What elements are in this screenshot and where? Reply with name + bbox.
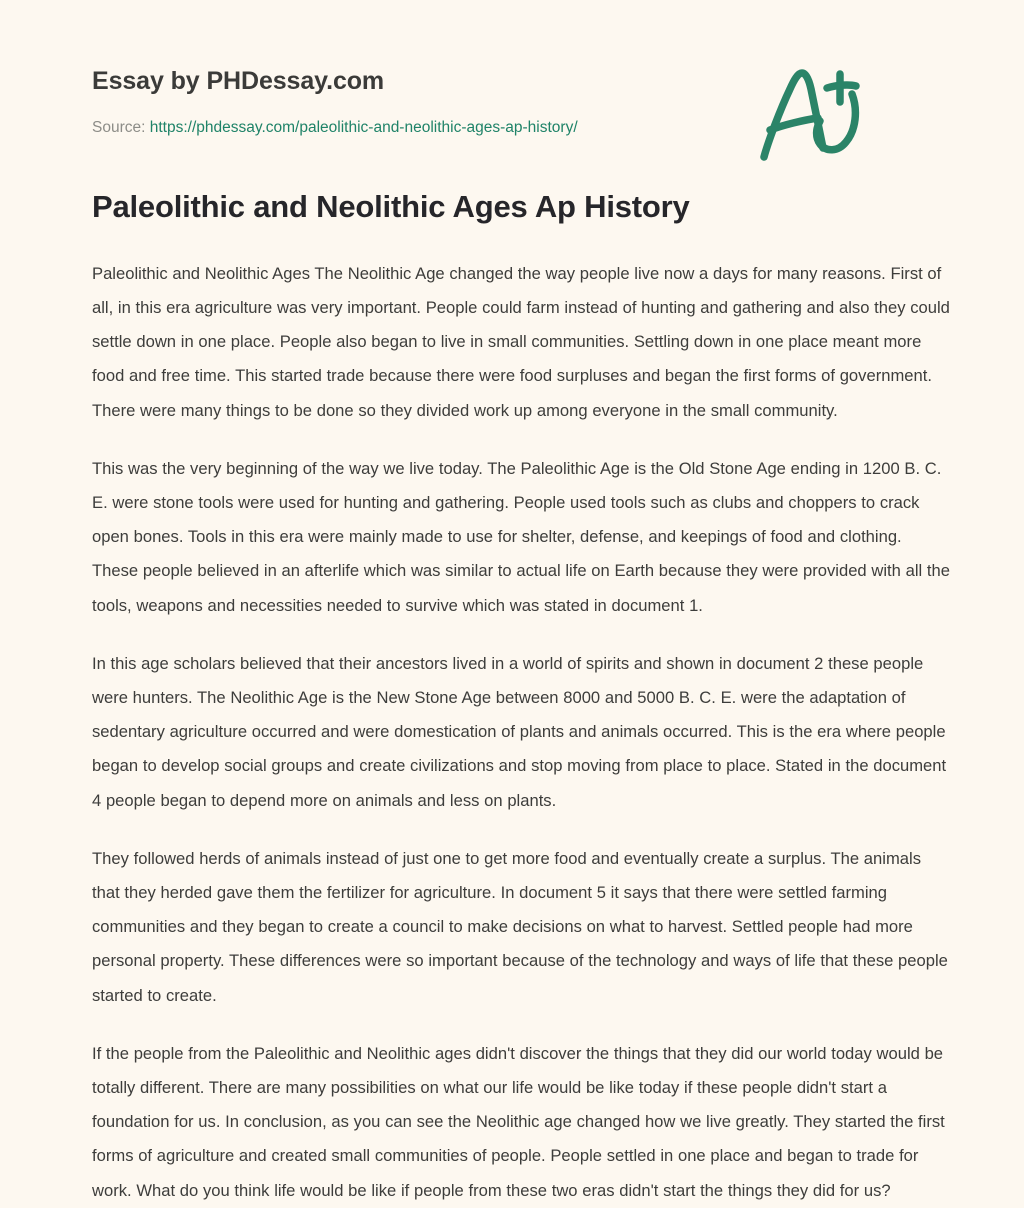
essay-paragraph: If the people from the Paleolithic and Neolithic ages didn't discover the things that they did our world today would be totally different. There are many possibilities on what our life would be like today if these people didn't start a foundation for us. In conclusion, as you can see the Neolithic age changed how we live greatly. They started the first forms of agriculture and created small communities of people. People settled in one place and began to trade for work. What do you think life would be like if people from these two eras didn't start the things they did for us? xyxy=(92,1043,945,1200)
brand-title: Essay by PHDessay.com xyxy=(92,67,385,95)
essay-paragraph: This was the very beginning of the way we live today. The Paleolithic Age is the Old Stone Age ending in 1200 B. C. E. were stone tools were used for hunting and gathering. People used tools such as clubs and choppers to crack open bones. Tools in this era were mainly made to use for shelter, defense, and keepings of food and clothing. These people believed in an afterlife which was similar to actual life on Earth because they were provided with all the tools, weapons and necessities needed to survive which was stated in document 1. xyxy=(92,458,950,615)
page-title: Paleolithic and Neolithic Ages Ap History xyxy=(92,189,690,224)
essay-paragraph: They followed herds of animals instead of just one to get more food and eventually create a surplus. The animals that they herded gave them the fertilizer for agriculture. In document 5 it says that there were settled farming communities and they began to create a council to make decisions on what to harvest. Settled people had more personal property. These differences were so important because of the technology and ways of life that these people started to create. xyxy=(92,848,948,1005)
aplus-logo-icon xyxy=(752,58,864,164)
page-header xyxy=(76,0,948,136)
source-url-link[interactable]: https://phdessay.com/paleolithic-and-neolithic-ages-ap-history/ xyxy=(149,119,578,136)
essay-paragraph: Paleolithic and Neolithic Ages The Neolithic Age changed the way people live now a days for many reasons. First of all, in this era agriculture was very important. People could farm instead of hunting and gathering and also they could settle down in one place. People also began to live in small communities. Settling down in one place meant more food and free time. This started trade because there were food surpluses and began the first forms of government. There were many things to be done so they divided work up among everyone in the small community. xyxy=(92,263,950,420)
essay-paragraph: In this age scholars believed that their ancestors lived in a world of spirits and shown in document 2 these people were hunters. The Neolithic Age is the New Stone Age between 8000 and 5000 B. C. E. were the adaptation of sedentary agriculture occurred and were domestication of plants and animals occurred. This is the era where people began to develop social groups and create civilizations and stop moving from place to place. Stated in the document 4 people began to depend more on animals and less on plants. xyxy=(92,653,947,810)
source-label: Source: xyxy=(92,119,146,136)
essay-body xyxy=(92,257,950,1208)
